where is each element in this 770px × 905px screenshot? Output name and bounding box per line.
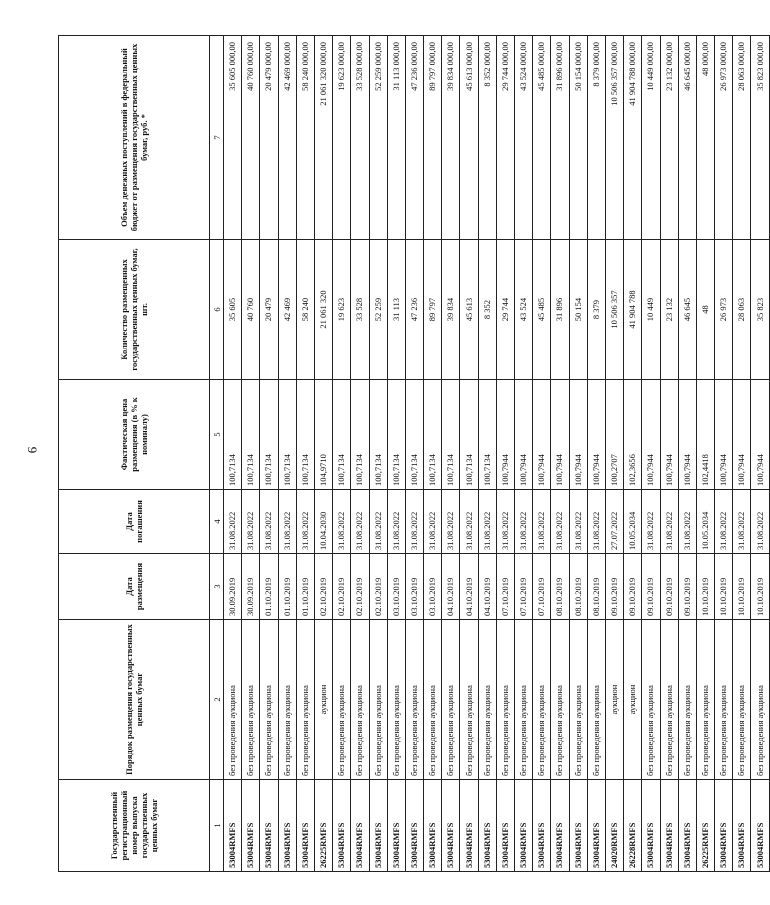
quantity-cell: 20 479 bbox=[260, 240, 278, 380]
placement-date-cell: 02.10.2019 bbox=[369, 554, 387, 620]
maturity-date-cell: 31.08.2022 bbox=[733, 490, 751, 554]
maturity-date-cell: 31.08.2022 bbox=[478, 490, 496, 554]
maturity-date-cell: 31.08.2022 bbox=[460, 490, 478, 554]
placement-method-cell: без проведения аукциона bbox=[660, 620, 678, 780]
maturity-date-cell: 31.08.2022 bbox=[642, 490, 660, 554]
quantity-cell: 50 154 bbox=[569, 240, 587, 380]
proceeds-cell: 45 485 000,00 bbox=[533, 36, 551, 240]
price-cell: 100,7944 bbox=[678, 380, 696, 490]
quantity-cell: 31 896 bbox=[551, 240, 569, 380]
placement-date-cell: 09.10.2019 bbox=[642, 554, 660, 620]
proceeds-cell: 42 469 000,00 bbox=[278, 36, 296, 240]
placement-method-cell: без проведения аукциона bbox=[715, 620, 733, 780]
reg-number-cell: 53004RMFS bbox=[569, 780, 587, 872]
reg-number-cell: 53004RMFS bbox=[496, 780, 514, 872]
maturity-date-cell: 31.08.2022 bbox=[678, 490, 696, 554]
reg-number-cell: 24020RMFS bbox=[605, 780, 623, 872]
price-cell: 102,4418 bbox=[696, 380, 714, 490]
price-cell: 100,7944 bbox=[587, 380, 605, 490]
proceeds-cell: 39 834 000,00 bbox=[442, 36, 460, 240]
header-quantity: Количество размещенных государственных ценных бумаг, шт. bbox=[59, 240, 210, 380]
maturity-date-cell: 27.07.2022 bbox=[605, 490, 623, 554]
reg-number-cell: 53004RMFS bbox=[278, 780, 296, 872]
maturity-date-cell: 31.08.2022 bbox=[242, 490, 260, 554]
reg-number-cell: 53004RMFS bbox=[533, 780, 551, 872]
placement-date-cell: 02.10.2019 bbox=[351, 554, 369, 620]
maturity-date-cell: 31.08.2022 bbox=[715, 490, 733, 554]
placement-method-cell: без проведения аукциона bbox=[424, 620, 442, 780]
quantity-cell: 31 113 bbox=[387, 240, 405, 380]
placement-method-cell: без проведения аукциона bbox=[733, 620, 751, 780]
table-row bbox=[605, 36, 623, 872]
header-reg-number: Государственный регистрационный номер выпуска государственных ценных бумаг bbox=[59, 780, 210, 872]
placement-date-cell: 07.10.2019 bbox=[515, 554, 533, 620]
price-cell: 100,7134 bbox=[224, 380, 242, 490]
price-cell: 104,9710 bbox=[314, 380, 332, 490]
placement-method-cell: без проведения аукциона bbox=[569, 620, 587, 780]
price-cell: 100,7944 bbox=[515, 380, 533, 490]
placement-date-cell: 04.10.2019 bbox=[478, 554, 496, 620]
quantity-cell: 42 469 bbox=[278, 240, 296, 380]
rotated-table-container bbox=[58, 36, 765, 872]
table-row bbox=[278, 36, 296, 872]
maturity-date-cell: 31.08.2022 bbox=[587, 490, 605, 554]
reg-number-cell: 53004RMFS bbox=[442, 780, 460, 872]
proceeds-cell: 26 973 000,00 bbox=[715, 36, 733, 240]
placement-method-cell: аукцион bbox=[624, 620, 642, 780]
price-cell: 100,7134 bbox=[369, 380, 387, 490]
table-row bbox=[351, 36, 369, 872]
placement-method-cell: без проведения аукциона bbox=[333, 620, 351, 780]
placement-method-cell: без проведения аукциона bbox=[696, 620, 714, 780]
placement-method-cell: без проведения аукциона bbox=[460, 620, 478, 780]
placement-date-cell: 10.10.2019 bbox=[751, 554, 769, 620]
proceeds-cell: 8 379 000,00 bbox=[587, 36, 605, 240]
placement-date-cell: 30.09.2019 bbox=[224, 554, 242, 620]
maturity-date-cell: 31.08.2022 bbox=[751, 490, 769, 554]
maturity-date-cell: 31.08.2022 bbox=[424, 490, 442, 554]
reg-number-cell: 53004RMFS bbox=[587, 780, 605, 872]
proceeds-cell: 19 623 000,00 bbox=[333, 36, 351, 240]
placement-method-cell: без проведения аукциона bbox=[751, 620, 769, 780]
maturity-date-cell: 31.08.2022 bbox=[405, 490, 423, 554]
placement-date-cell: 03.10.2019 bbox=[405, 554, 423, 620]
maturity-date-cell: 31.08.2022 bbox=[660, 490, 678, 554]
price-cell: 100,2707 bbox=[605, 380, 623, 490]
table-row bbox=[624, 36, 642, 872]
placement-date-cell: 10.10.2019 bbox=[715, 554, 733, 620]
header-row bbox=[59, 36, 210, 872]
price-cell: 100,7134 bbox=[442, 380, 460, 490]
column-number: 3 bbox=[210, 554, 224, 620]
placement-date-cell: 08.10.2019 bbox=[569, 554, 587, 620]
reg-number-cell: 53004RMFS bbox=[460, 780, 478, 872]
placement-method-cell: без проведения аукциона bbox=[551, 620, 569, 780]
maturity-date-cell: 31.08.2022 bbox=[369, 490, 387, 554]
table-row bbox=[460, 36, 478, 872]
placement-date-cell: 08.10.2019 bbox=[551, 554, 569, 620]
reg-number-cell: 53004RMFS bbox=[715, 780, 733, 872]
placement-date-cell: 09.10.2019 bbox=[660, 554, 678, 620]
maturity-date-cell: 31.08.2022 bbox=[387, 490, 405, 554]
maturity-date-cell: 31.08.2022 bbox=[333, 490, 351, 554]
placement-method-cell: без проведения аукциона bbox=[296, 620, 314, 780]
placement-method-cell: без проведения аукциона bbox=[678, 620, 696, 780]
quantity-cell: 46 645 bbox=[678, 240, 696, 380]
placement-method-cell: без проведения аукциона bbox=[387, 620, 405, 780]
quantity-cell: 10 449 bbox=[642, 240, 660, 380]
quantity-cell: 52 259 bbox=[369, 240, 387, 380]
placement-date-cell: 02.10.2019 bbox=[314, 554, 332, 620]
table-row bbox=[424, 36, 442, 872]
quantity-cell: 47 236 bbox=[405, 240, 423, 380]
reg-number-cell: 53004RMFS bbox=[224, 780, 242, 872]
price-cell: 100,7944 bbox=[733, 380, 751, 490]
price-cell: 100,7944 bbox=[715, 380, 733, 490]
reg-number-cell: 53004RMFS bbox=[260, 780, 278, 872]
maturity-date-cell: 31.08.2022 bbox=[260, 490, 278, 554]
quantity-cell: 21 061 320 bbox=[314, 240, 332, 380]
proceeds-cell: 10 506 357 000,00 bbox=[605, 36, 623, 240]
price-cell: 100,7944 bbox=[642, 380, 660, 490]
proceeds-cell: 40 760 000,00 bbox=[242, 36, 260, 240]
placement-date-cell: 09.10.2019 bbox=[624, 554, 642, 620]
reg-number-cell: 53004RMFS bbox=[478, 780, 496, 872]
table-row bbox=[260, 36, 278, 872]
quantity-cell: 26 973 bbox=[715, 240, 733, 380]
table-row bbox=[751, 36, 769, 872]
maturity-date-cell: 31.08.2022 bbox=[442, 490, 460, 554]
price-cell: 100,7134 bbox=[278, 380, 296, 490]
maturity-date-cell: 31.08.2022 bbox=[551, 490, 569, 554]
column-number: 7 bbox=[210, 36, 224, 240]
maturity-date-cell: 31.08.2022 bbox=[278, 490, 296, 554]
placement-date-cell: 08.10.2019 bbox=[587, 554, 605, 620]
quantity-cell: 45 485 bbox=[533, 240, 551, 380]
price-cell: 100,7944 bbox=[660, 380, 678, 490]
proceeds-cell: 21 061 320 000,00 bbox=[314, 36, 332, 240]
maturity-date-cell: 31.08.2022 bbox=[224, 490, 242, 554]
table-row bbox=[715, 36, 733, 872]
proceeds-cell: 10 449 000,00 bbox=[642, 36, 660, 240]
column-number: 1 bbox=[210, 780, 224, 872]
header-actual-price: Фактическая цена размещения (в % к номиналу) bbox=[59, 380, 210, 490]
reg-number-cell: 53004RMFS bbox=[424, 780, 442, 872]
reg-number-cell: 53004RMFS bbox=[369, 780, 387, 872]
proceeds-cell: 29 744 000,00 bbox=[496, 36, 514, 240]
quantity-cell: 33 528 bbox=[351, 240, 369, 380]
proceeds-cell: 43 524 000,00 bbox=[515, 36, 533, 240]
placement-date-cell: 10.10.2019 bbox=[696, 554, 714, 620]
placement-method-cell: без проведения аукциона bbox=[587, 620, 605, 780]
quantity-cell: 10 506 357 bbox=[605, 240, 623, 380]
proceeds-cell: 35 823 000,00 bbox=[751, 36, 769, 240]
price-cell: 100,7134 bbox=[405, 380, 423, 490]
placement-method-cell: без проведения аукциона bbox=[369, 620, 387, 780]
maturity-date-cell: 10.05.2034 bbox=[696, 490, 714, 554]
placement-method-cell: без проведения аукциона bbox=[515, 620, 533, 780]
table-row bbox=[296, 36, 314, 872]
table-row bbox=[314, 36, 332, 872]
table-row bbox=[551, 36, 569, 872]
table-row bbox=[642, 36, 660, 872]
proceeds-cell: 23 132 000,00 bbox=[660, 36, 678, 240]
price-cell: 100,7944 bbox=[551, 380, 569, 490]
table-row bbox=[660, 36, 678, 872]
placement-method-cell: без проведения аукциона bbox=[533, 620, 551, 780]
maturity-date-cell: 10.05.2034 bbox=[624, 490, 642, 554]
quantity-cell: 35 823 bbox=[751, 240, 769, 380]
quantity-cell: 40 760 bbox=[242, 240, 260, 380]
price-cell: 100,7134 bbox=[242, 380, 260, 490]
table-row bbox=[442, 36, 460, 872]
table-body bbox=[224, 36, 770, 872]
table-row bbox=[678, 36, 696, 872]
proceeds-cell: 48 000,00 bbox=[696, 36, 714, 240]
placement-date-cell: 09.10.2019 bbox=[678, 554, 696, 620]
placement-method-cell: без проведения аукциона bbox=[224, 620, 242, 780]
quantity-cell: 39 834 bbox=[442, 240, 460, 380]
quantity-cell: 8 379 bbox=[587, 240, 605, 380]
table-row bbox=[405, 36, 423, 872]
price-cell: 100,7944 bbox=[751, 380, 769, 490]
reg-number-cell: 53004RMFS bbox=[351, 780, 369, 872]
reg-number-cell: 26225RMFS bbox=[314, 780, 332, 872]
table-row bbox=[587, 36, 605, 872]
placement-method-cell: без проведения аукциона bbox=[242, 620, 260, 780]
header-placement-date: Дата размещения bbox=[59, 554, 210, 620]
price-cell: 100,7134 bbox=[460, 380, 478, 490]
table-row bbox=[696, 36, 714, 872]
table-row bbox=[224, 36, 242, 872]
maturity-date-cell: 31.08.2022 bbox=[515, 490, 533, 554]
quantity-cell: 29 744 bbox=[496, 240, 514, 380]
placement-date-cell: 01.10.2019 bbox=[260, 554, 278, 620]
quantity-cell: 8 352 bbox=[478, 240, 496, 380]
placement-method-cell: без проведения аукциона bbox=[642, 620, 660, 780]
placement-date-cell: 01.10.2019 bbox=[296, 554, 314, 620]
proceeds-cell: 20 479 000,00 bbox=[260, 36, 278, 240]
reg-number-cell: 26225RMFS bbox=[696, 780, 714, 872]
placement-method-cell: аукцион bbox=[314, 620, 332, 780]
placement-date-cell: 02.10.2019 bbox=[333, 554, 351, 620]
column-number: 4 bbox=[210, 490, 224, 554]
quantity-cell: 48 bbox=[696, 240, 714, 380]
table-row bbox=[733, 36, 751, 872]
table-row bbox=[387, 36, 405, 872]
proceeds-cell: 52 259 000,00 bbox=[369, 36, 387, 240]
table-row bbox=[533, 36, 551, 872]
quantity-cell: 89 797 bbox=[424, 240, 442, 380]
proceeds-cell: 33 528 000,00 bbox=[351, 36, 369, 240]
maturity-date-cell: 31.08.2022 bbox=[533, 490, 551, 554]
proceeds-cell: 45 613 000,00 bbox=[460, 36, 478, 240]
maturity-date-cell: 31.08.2022 bbox=[569, 490, 587, 554]
placement-method-cell: аукцион bbox=[605, 620, 623, 780]
table-row bbox=[242, 36, 260, 872]
proceeds-cell: 28 063 000,00 bbox=[733, 36, 751, 240]
price-cell: 100,7134 bbox=[424, 380, 442, 490]
table-row bbox=[515, 36, 533, 872]
placement-date-cell: 30.09.2019 bbox=[242, 554, 260, 620]
proceeds-cell: 31 113 000,00 bbox=[387, 36, 405, 240]
placement-method-cell: без проведения аукциона bbox=[478, 620, 496, 780]
page-number: 9 bbox=[25, 446, 40, 454]
price-cell: 100,7134 bbox=[351, 380, 369, 490]
placement-date-cell: 01.10.2019 bbox=[278, 554, 296, 620]
column-number: 5 bbox=[210, 380, 224, 490]
quantity-cell: 28 063 bbox=[733, 240, 751, 380]
proceeds-cell: 50 154 000,00 bbox=[569, 36, 587, 240]
maturity-date-cell: 31.08.2022 bbox=[496, 490, 514, 554]
proceeds-cell: 8 352 000,00 bbox=[478, 36, 496, 240]
price-cell: 100,7134 bbox=[296, 380, 314, 490]
maturity-date-cell: 31.08.2022 bbox=[351, 490, 369, 554]
quantity-cell: 35 605 bbox=[224, 240, 242, 380]
quantity-cell: 58 240 bbox=[296, 240, 314, 380]
placement-date-cell: 07.10.2019 bbox=[496, 554, 514, 620]
column-number: 6 bbox=[210, 240, 224, 380]
table-row bbox=[478, 36, 496, 872]
column-number-row bbox=[210, 36, 224, 872]
price-cell: 100,7944 bbox=[569, 380, 587, 490]
placement-date-cell: 09.10.2019 bbox=[605, 554, 623, 620]
placement-date-cell: 07.10.2019 bbox=[533, 554, 551, 620]
quantity-cell: 19 623 bbox=[333, 240, 351, 380]
reg-number-cell: 53004RMFS bbox=[678, 780, 696, 872]
reg-number-cell: 53004RMFS bbox=[733, 780, 751, 872]
table-row bbox=[496, 36, 514, 872]
reg-number-cell: 53004RMFS bbox=[296, 780, 314, 872]
reg-number-cell: 53004RMFS bbox=[642, 780, 660, 872]
reg-number-cell: 53004RMFS bbox=[242, 780, 260, 872]
reg-number-cell: 26228RMFS bbox=[624, 780, 642, 872]
header-proceeds: Объем денежных поступлений в федеральный бюджет от размещения государственных ценных бумаг, руб. * bbox=[59, 36, 210, 240]
reg-number-cell: 53004RMFS bbox=[333, 780, 351, 872]
reg-number-cell: 53004RMFS bbox=[660, 780, 678, 872]
placement-method-cell: без проведения аукциона bbox=[496, 620, 514, 780]
price-cell: 100,7134 bbox=[387, 380, 405, 490]
reg-number-cell: 53004RMFS bbox=[551, 780, 569, 872]
placement-date-cell: 03.10.2019 bbox=[387, 554, 405, 620]
price-cell: 100,7944 bbox=[496, 380, 514, 490]
header-placement-method: Порядок размещения государственных ценных бумаг bbox=[59, 620, 210, 780]
reg-number-cell: 53004RMFS bbox=[751, 780, 769, 872]
quantity-cell: 41 904 788 bbox=[624, 240, 642, 380]
proceeds-cell: 58 240 000,00 bbox=[296, 36, 314, 240]
price-cell: 100,7134 bbox=[260, 380, 278, 490]
maturity-date-cell: 31.08.2022 bbox=[296, 490, 314, 554]
column-number: 2 bbox=[210, 620, 224, 780]
placement-date-cell: 04.10.2019 bbox=[460, 554, 478, 620]
price-cell: 100,7944 bbox=[533, 380, 551, 490]
proceeds-cell: 46 645 000,00 bbox=[678, 36, 696, 240]
placement-method-cell: без проведения аукциона bbox=[260, 620, 278, 780]
quantity-cell: 23 132 bbox=[660, 240, 678, 380]
quantity-cell: 43 524 bbox=[515, 240, 533, 380]
placement-date-cell: 04.10.2019 bbox=[442, 554, 460, 620]
reg-number-cell: 53004RMFS bbox=[515, 780, 533, 872]
price-cell: 100,7134 bbox=[333, 380, 351, 490]
table-row bbox=[569, 36, 587, 872]
price-cell: 100,7134 bbox=[478, 380, 496, 490]
placement-date-cell: 03.10.2019 bbox=[424, 554, 442, 620]
reg-number-cell: 53004RMFS bbox=[405, 780, 423, 872]
table-row bbox=[333, 36, 351, 872]
proceeds-cell: 41 904 788 000,00 bbox=[624, 36, 642, 240]
securities-placement-table bbox=[58, 35, 770, 872]
placement-method-cell: без проведения аукциона bbox=[278, 620, 296, 780]
header-maturity-date: Дата погашения bbox=[59, 490, 210, 554]
proceeds-cell: 89 797 000,00 bbox=[424, 36, 442, 240]
placement-method-cell: без проведения аукциона bbox=[405, 620, 423, 780]
proceeds-cell: 47 236 000,00 bbox=[405, 36, 423, 240]
maturity-date-cell: 10.04.2030 bbox=[314, 490, 332, 554]
price-cell: 102,3656 bbox=[624, 380, 642, 490]
proceeds-cell: 31 896 000,00 bbox=[551, 36, 569, 240]
reg-number-cell: 53004RMFS bbox=[387, 780, 405, 872]
placement-method-cell: без проведения аукциона bbox=[442, 620, 460, 780]
placement-method-cell: без проведения аукциона bbox=[351, 620, 369, 780]
placement-date-cell: 10.10.2019 bbox=[733, 554, 751, 620]
quantity-cell: 45 613 bbox=[460, 240, 478, 380]
table-row bbox=[369, 36, 387, 872]
proceeds-cell: 35 605 000,00 bbox=[224, 36, 242, 240]
